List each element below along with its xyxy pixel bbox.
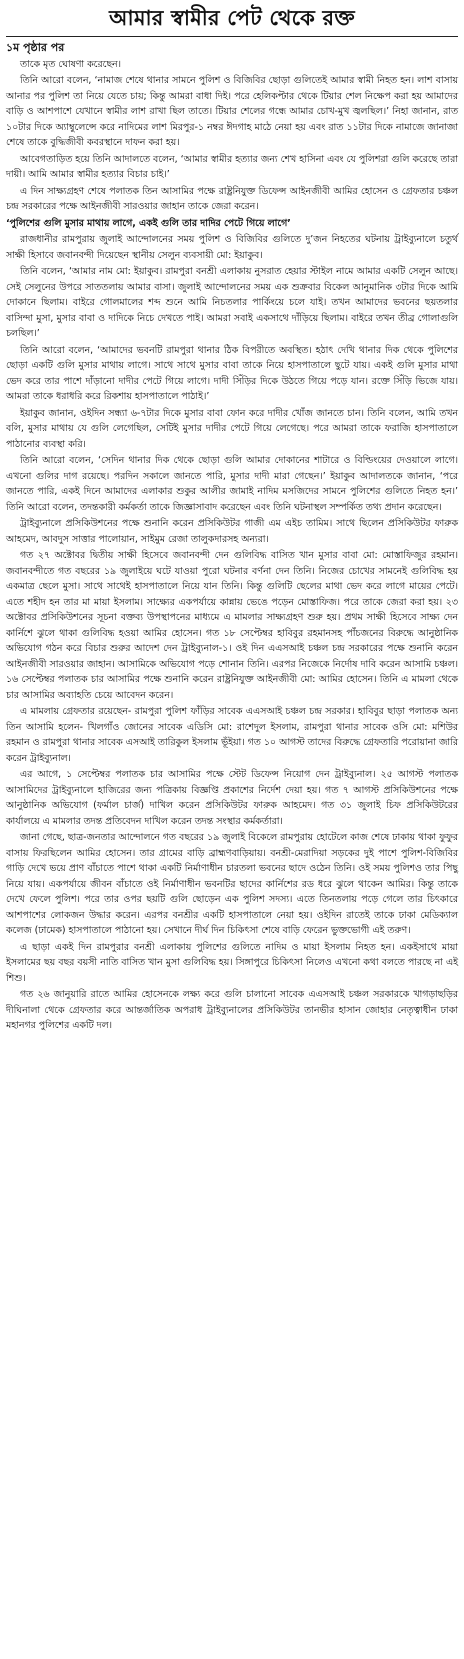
paragraph: রাজধানীর রামপুরায় জুলাই আন্দোলনের সময় পুলিশ ও বিজিবির গুলিতে দু’জন নিহতের ঘটনায় ট্রাইব্যুনালে চতুর্থ সাক্ষী হিসাবে জবানবন্দী দিয়েছেন স্থানীয় সেলুন ব্যবসায়ী মো: ইয়াকুব। (6, 234, 458, 261)
paragraph: গত ২৭ অক্টোবর দ্বিতীয় সাক্ষী হিসেবে জবানবন্দী দেন গুলিবিদ্ধ বাসিত খান মুসার বাবা মো: মোস্তাফিজুর রহমান। জবানবন্দীতে গত বছরের ১৯ জুলাইয়ে ঘটে যাওয়া পুরো ঘটনার বর্ণনা দেন তিনি। নিজের চোখের সামনেই গুলিবিদ্ধ হয় একমাত্র ছেলে মুসা। সাথে সাথেই হাসপাতালে নিয়ে যান তিনি। কিন্তু গুলিটি ছেলের মাথা ভেদ করে লাগে মায়ের পেটে। এতে শহীদ হন তার মা মায়া ইসলাম। সাক্ষ্যের একপর্যায়ে কান্নায় ভেঙে পড়েন মোস্তাফিজ। পরে তাকে জেরা করা হয়। ২৩ অক্টোবর প্রসিকিউশনের সূচনা বক্তব্য উপস্থাপনের মাধ্যমে এ মামলার সাক্ষ্যগ্রহণ শুরু হয়। প্রথম সাক্ষী হিসেবে সাক্ষ্য দেন কার্নিশে ঝুলে থাকা গুলিবিদ্ধ হওয়া আমির হোসেন। গত ১৮ সেপ্টেম্বর হাবিবুর রহমানসহ পাঁচজনের বিরুদ্ধে আনুষ্ঠানিক অভিযোগ গঠন করে বিচার শুরুর আদেশ দেন ট্রাইব্যুনাল-১। ওই দিন এএসআই চঞ্চল চন্দ্র সরকারের পক্ষে শুনানি করেন আইনজীবী সারওয়ার জাহান। আসামিকে অভিযোগ পড়ে শোনান তিনি। এরপর নিজেকে নির্দোষ দাবি করেন আসামি চঞ্চল। ১৬ সেপ্টেম্বর পলাতক চার আসামির পক্ষে শুনানি করেন রাষ্ট্রনিযুক্ত আইনজীবী মো: আমির হোসেন। তিনি এ মামলা থেকে চার আসামির অব্যাহতি চেয়ে আবেদন করেন। (6, 550, 458, 701)
paragraph: ট্রাইব্যুনালে প্রসিকিউশনের পক্ষে শুনানি করেন প্রসিকিউটর গাজী এম এইচ তামিম। সাথে ছিলেন প্রসিকিউটর ফারুক আহমেদ, আবদুস সাত্তার পালোয়ান, সাইমুম রেজা তালুকদারসহ অন্যরা। (6, 518, 458, 545)
paragraph: তিনি আরো বলেন, ‘নামাজ শেষে থানার সামনে পুলিশ ও বিজিবির ছোড়া গুলিতেই আমার স্বামী নিহত হন। লাশ বাসায় আনার পর পুলিশ তা নিয়ে যেতে চায়; কিন্তু আমরা বাধা দিই। পরে হেলিকপ্টার থেকে টিয়ার শেল নিক্ষেপ করা হয় আমাদের বাড়ি ও আশপাশে যেখানে স্বামীর লাশ রাখা ছিল তাতে। টিয়ার শেলের গন্ধে আমার চোখ-মুখ জ্বলছিল।’ নিহা জানান, রাত ১০টার দিকে অ্যাম্বুলেন্সে করে নাদিমের লাশ মিরপুর-১ নম্বর ঈদগাহ মাঠে নেয়া হয় এবং রাত ১১টার দিকে নামাজে জানাজা শেষে তাকে বুদ্ধিজীবী কবরস্থানে দাফন করা হয়। (6, 75, 458, 148)
paragraph: আবেগতাড়িত হয়ে তিনি আদালতে বলেন, ‘আমার স্বামীর হত্যার জন্য শেখ হাসিনা এবং যে পুলিশরা গুলি করেছে তারা দায়ী। আমি আমার স্বামীর হত্যার বিচার চাই।’ (6, 153, 458, 180)
paragraph: তিনি আরো বলেন, ‘সেদিন থানার দিক থেকে ছোড়া গুলি আমার দোকানের শাটারে ও বিল্ডিংয়ের দেওয়ালে লাগে। এখনো গুলির দাগ রয়েছে। পরদিন সকালে জানতে পারি, মুসার দাদী মারা গেছেন।’ ইয়াকুব আদালতকে জানান, ‘পরে জানতে পারি, একই দিনে আমাদের এলাকার শুকুর আলীর জামাই নাদিম মসজিদের সামনে পুলিশের গুলিতে নিহত হন।’ তিনি আরো বলেন, তদন্তকারী কর্মকর্তা তাকে জিজ্ঞাসাবাদ করেছেন এবং তিনি ঘটনাস্থল সম্পর্কিত তথ্য প্রদান করেছেন। (6, 455, 458, 513)
paragraph: এর আগে, ১ সেপ্টেম্বর পলাতক চার আসামির পক্ষে স্টেট ডিফেন্স নিয়োগ দেন ট্রাইব্যুনাল। ২৫ আগস্ট পলাতক আসামিদের ট্রাইব্যুনালে হাজিরের জন্য পত্রিকায় বিজ্ঞপ্তি প্রকাশের নির্দেশ দেয়া হয়। গত ৭ আগস্ট প্রসিকিউশনের পক্ষে আনুষ্ঠানিক অভিযোগ (ফর্মাল চার্জ) দাখিল করেন প্রসিকিউটর ফারুক আহমেদ। গত ৩১ জুলাই চিফ প্রসিকিউটরের কার্যালয়ে এ মামলার তদন্ত প্রতিবেদন দাখিল করেন তদন্ত সংস্থার কর্মকর্তারা। (6, 769, 458, 827)
article-body (6, 40, 458, 1034)
paragraph: তিনি বলেন, ‘আমার নাম মো: ইয়াকুব। রামপুরা বনশ্রী এলাকায় নুসরাত হেয়ার স্টাইল নামে আমার একটি সেলুন আছে। সেই সেলুনের উপরে সাততলায় আমার বাসা। জুলাই আন্দোলনের সময় এক শুক্রবার বিকেল আনুমানিক ৩টার দিকে আমি দোকানে ছিলাম। বাইরে গোলমালের শব্দ শুনে আমি নিচতলার পার্কিংয়ে চলে যাই। তখন আমাদের ভবনের ছয়তলার বাসিন্দা মুসা, মুসার বাবা ও দাদিকে নিচে দেখতে পাই। আমরা সবাই একসাথে দাঁড়িয়ে ছিলাম। বাইরে তখন তীব্র গোলাগুলি চলছিল।’ (6, 266, 458, 339)
paragraph: এ দিন সাক্ষ্যগ্রহণ শেষে পলাতক তিন আসামির পক্ষে রাষ্ট্রনিযুক্ত ডিফেন্স আইনজীবী আমির হোসেন ও গ্রেফতার চঞ্চল চন্দ্র সরকারের পক্ষে আইনজীবী সারওয়ার জাহান তাকে জেরা করেন। (6, 185, 458, 212)
paragraph: ইয়াকুব জানান, ওইদিন সন্ধ্যা ৬-৭টার দিকে মুসার বাবা ফোন করে দাদীর খোঁজ জানতে চান। তিনি বলেন, আমি তখন বলি, মুসার মাথায় যে গুলি লেগেছিল, সেটিই মুসার দাদীর পেটে গিয়ে লেগেছে। পরে আমরা তাকে ফরাজি হাসপাতালে পাঠানোর ব্যবস্থা করি। (6, 407, 458, 450)
paragraph: এ ছাড়া একই দিন রামপুরার বনশ্রী এলাকায় পুলিশের গুলিতে নাদিম ও মায়া ইসলাম নিহত হন। একইসাথে মায়া ইসলামের ছয় বছর বয়সী নাতি বাসিত খান মুসা গুলিবিদ্ধ হয়। সিঙ্গাপুরে চিকিৎসা নিলেও এখনো কথা বলতে পারছে না এই শিশু। (6, 941, 458, 984)
headline-divider (6, 36, 458, 37)
subheading: ‘পুলিশের গুলি মুসার মাথায় লাগে, একই গুলি তার দাদির পেটে গিয়ে লাগে’ (6, 217, 291, 229)
article-headline: আমার স্বামীর পেট থেকে রক্ত (109, 6, 355, 30)
paragraph: এ মামলায় গ্রেফতার রয়েছেন- রামপুরা পুলিশ ফাঁড়ির সাবেক এএসআই চঞ্চল চন্দ্র সরকার। হাবিবুর ছাড়া পলাতক অন্য তিন আসামি হলেন- খিলগাঁও জোনের সাবেক এডিসি মো: রাশেদুল ইসলাম, রামপুরা থানার সাবেক ওসি মো: মশিউর রহমান ও রামপুরা থানার সাবেক এসআই তারিকুল ইসলাম ভূঁইয়া। গত ১০ আগস্ট তাদের বিরুদ্ধে গ্রেফতারি পরোয়ানা জারি করেন ট্রাইব্যুনাল। (6, 706, 458, 764)
paragraph: তাকে মৃত ঘোষণা করেছেন। (20, 58, 122, 70)
paragraph: জানা গেছে, ছাত্র-জনতার আন্দোলনে গত বছরের ১৯ জুলাই বিকেলে রামপুরায় হোটেলে কাজ শেষে ঢাকায় থাকা ফুফুর বাসায় ফিরছিলেন আমির হোসেন। তার গ্রামের বাড়ি ব্রাহ্মণবাড়িয়ায়। বনশ্রী-মেরাদিয়া সড়কের দুই পাশে পুলিশ-বিজিবির গাড়ি দেখে ভয়ে প্রাণ বাঁচাতে পাশে থাকা একটি নির্মাণাধীন চারতলা ভবনের ছাদে ওঠেন তিনি। ওই সময় পুলিশও তার পিছু নিয়ে যায়। একপর্যায়ে জীবন বাঁচাতে ওই নির্মাণাধীন ভবনটির ছাদের কার্নিশের রড ধরে ঝুলে থাকেন আমির। কিন্তু তাকে দেখে ফেলে পুলিশ। পরে তার ওপর ছয়টি গুলি ছোড়েন এক পুলিশ সদস্য। এতে তিনতলায় পড়ে গেলে তার চিৎকারে আশপাশের লোকজন উদ্ধার করেন। এরপর বনশ্রীর একটি হাসপাতালে নেয়া হয়। ওইদিন রাতেই তাকে ঢাকা মেডিক্যাল কলেজ (ঢামেক) হাসপাতালে পাঠানো হয়। সেখানে দীর্ঘ দিন চিকিৎসা শেষে বাড়ি ফেরেন ভুক্তভোগী এই তরুণ। (6, 832, 458, 936)
paragraph: গত ২৬ জানুয়ারি রাতে আমির হোসেনকে লক্ষ্য করে গুলি চালানো সাবেক এএসআই চঞ্চল সরকারকে খাগড়াছড়ির দীঘিনালা থেকে গ্রেফতার করে আন্তর্জাতিক অপরাধ ট্রাইব্যুনালের প্রসিকিউটর তানভীর হাসান জোহার নেতৃত্বাধীন ঢাকা মহানগর পুলিশের একটি দল। (6, 989, 458, 1031)
paragraph: তিনি আরো বলেন, ‘আমাদের ভবনটি রামপুরা থানার ঠিক বিপরীতে অবস্থিত। হঠাৎ দেখি থানার দিক থেকে পুলিশের ছোড়া একটি গুলি মুসার মাথায় লাগে। সাথে সাথে মুসার বাবা তাকে নিয়ে হাসপাতালে ছুটে যায়। একই গুলি মুসার মাথা ভেদ করে তার পাশে দাঁড়ানো দাদীর পেটে গিয়ে লাগে। দাদী সিঁড়ির দিকে উঠতে গিয়ে পড়ে যান। রক্তে সিঁড়ি ভিজে যায়। আমরা তাকে ধরাধরি করে রিকশায় হাসপাতালে পাঠাই।’ (6, 344, 458, 402)
continuation-label: ১ম পৃষ্ঠার পর (6, 41, 65, 54)
